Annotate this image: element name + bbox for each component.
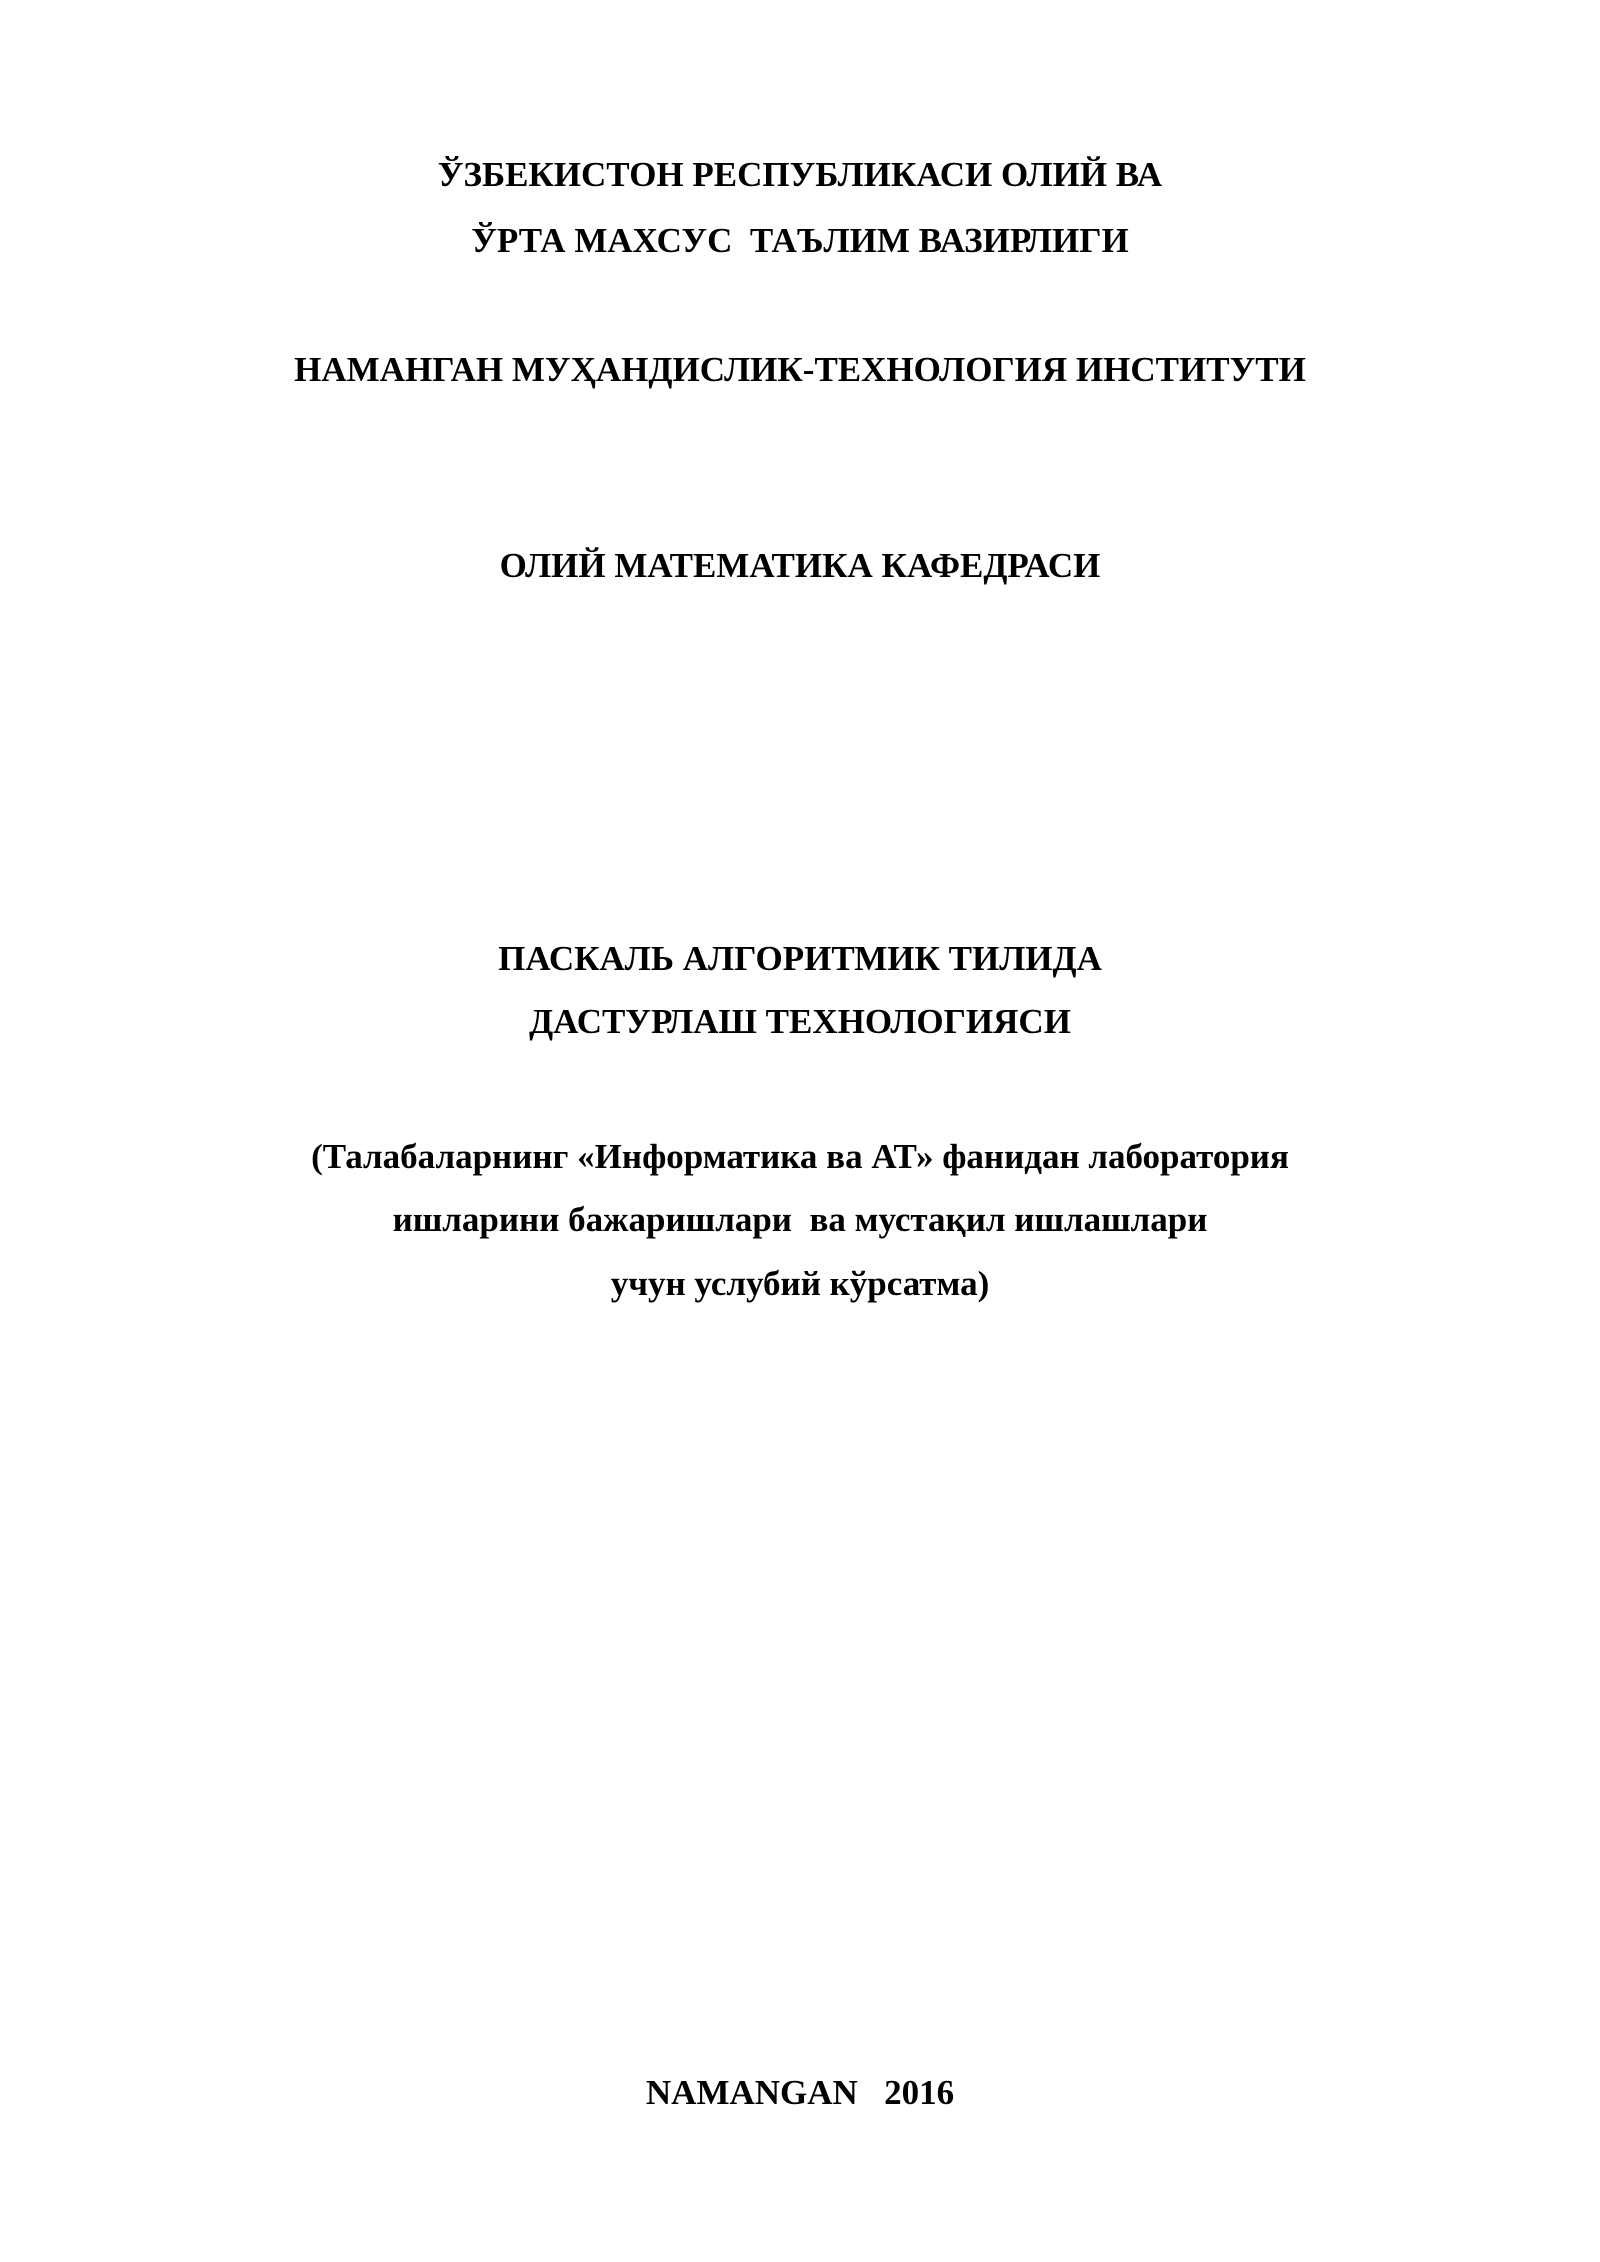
- ministry-line-2: ЎРТА МАХСУС ТАЪЛИМ ВАЗИРЛИГИ: [471, 221, 1129, 260]
- title-line-2: ДАСТУРЛАШ ТЕХНОЛОГИЯСИ: [529, 1002, 1071, 1041]
- subtitle-line-1: (Талабаларнинг «Информатика ва АТ» фанидан лаборатория: [311, 1137, 1289, 1176]
- subtitle-line-3: учун услубий кўрсатма): [610, 1264, 990, 1303]
- place-and-year: NAMANGAN 2016: [645, 2073, 955, 2112]
- ministry-line-1: ЎЗБЕКИСТОН РЕСПУБЛИКАСИ ОЛИЙ ВА: [437, 155, 1163, 194]
- subtitle-line-2: ишларини бажаришлари ва мустақил ишлашлари: [392, 1200, 1208, 1239]
- institute-name: НАМАНГАН МУҲАНДИСЛИК-ТЕХНОЛОГИЯ ИНСТИТУТИ: [294, 350, 1306, 389]
- department-name: ОЛИЙ МАТЕМАТИКА КАФЕДРАСИ: [499, 546, 1101, 585]
- title-line-1: ПАСКАЛЬ АЛГОРИТМИК ТИЛИДА: [498, 939, 1102, 978]
